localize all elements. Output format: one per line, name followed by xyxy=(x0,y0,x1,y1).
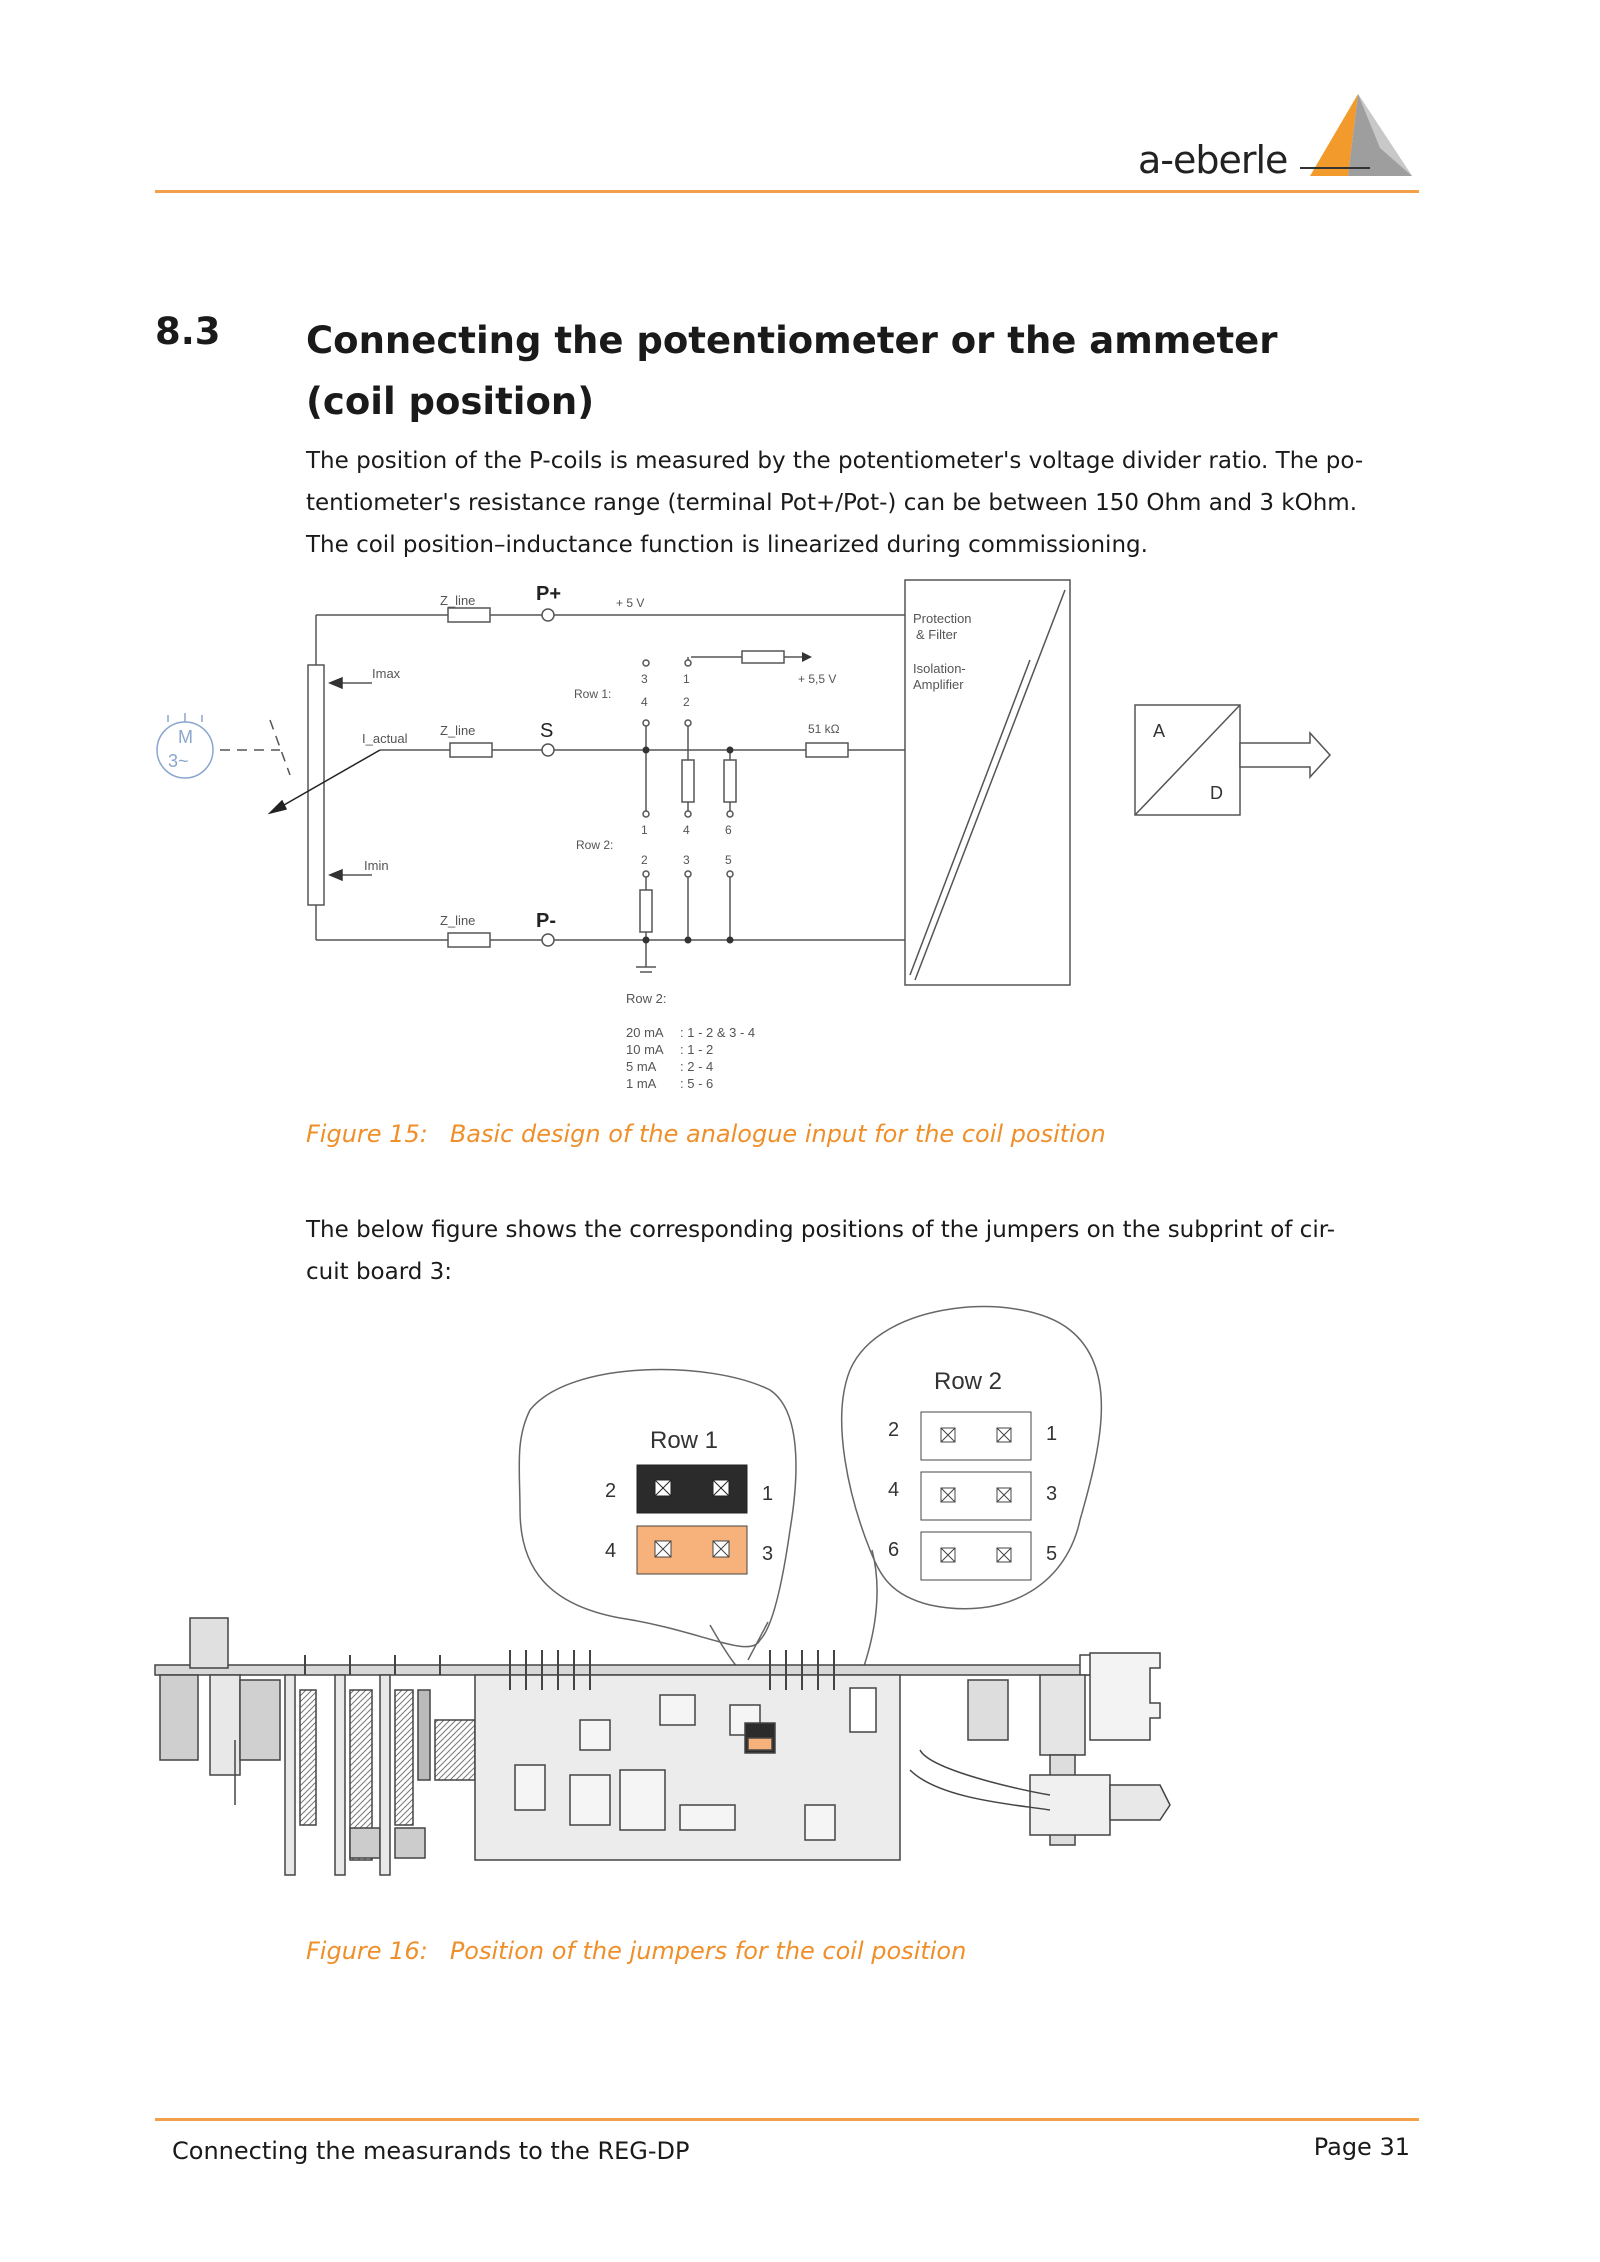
legend-current: 5 mA xyxy=(626,1059,657,1074)
pin-label: 1 xyxy=(641,823,648,837)
z-line-bot-label: Z_line xyxy=(440,913,476,928)
p-minus-terminal: P- xyxy=(536,910,556,932)
row2-pin-label: 5 xyxy=(1046,1543,1058,1565)
pin-label: 3 xyxy=(683,853,690,867)
row2-label: Row 2: xyxy=(576,838,614,852)
intro-paragraph xyxy=(306,440,1419,566)
legend-pins: : 2 - 4 xyxy=(680,1059,714,1074)
paragraph-line: The below figure shows the corresponding positions of the jumpers on the subprint of cir- xyxy=(306,1217,1336,1243)
row1-pin-label: 3 xyxy=(762,1543,774,1565)
legend-pins: : 1 - 2 & 3 - 4 xyxy=(680,1025,756,1040)
figure-15-caption xyxy=(306,1120,1106,1148)
legend-title: Row 2: xyxy=(626,991,667,1006)
pin-label: 4 xyxy=(683,823,690,837)
row1-label: Row 1: xyxy=(574,687,612,701)
p-plus-terminal: P+ xyxy=(536,583,562,605)
pin-label: 4 xyxy=(641,695,648,709)
z-line-top-label: Z_line xyxy=(440,593,476,608)
company-logo-icon xyxy=(1300,88,1420,183)
paragraph-line: The position of the P-coils is measured by the potentiometer's voltage divider ratio. The po- xyxy=(306,448,1364,474)
s-terminal: S xyxy=(540,720,554,742)
row2-pin-label: 4 xyxy=(888,1479,900,1501)
figure-15-caption-label: Figure 15: xyxy=(306,1120,428,1148)
footer-chapter-title: Connecting the measurands to the REG-DP xyxy=(172,2137,690,2165)
filter-label: & Filter xyxy=(916,627,958,642)
adc-d-label: D xyxy=(1210,783,1223,803)
z-line-mid-label: Z_line xyxy=(440,723,476,738)
row1-jumper-dark xyxy=(637,1465,747,1513)
motor-m-label: M xyxy=(178,727,193,747)
pin-label: 1 xyxy=(683,672,690,686)
legend-current: 10 mA xyxy=(626,1042,664,1057)
figure-16-caption-label: Figure 16: xyxy=(306,1937,428,1965)
row2-title: Row 2 xyxy=(934,1368,1003,1395)
protection-label: Protection xyxy=(913,611,972,626)
row2-jumper-3-4 xyxy=(921,1472,1031,1520)
row1-pin-label: 1 xyxy=(762,1483,774,1505)
row2-pin-label: 2 xyxy=(888,1419,900,1441)
resistor-51k-label: 51 kΩ xyxy=(808,722,840,736)
imax-label: Imax xyxy=(372,666,401,681)
figure-16-jumper-board xyxy=(150,1300,1370,1885)
pin-label: 3 xyxy=(641,672,648,686)
pin-label: 6 xyxy=(725,823,732,837)
section-title-line2: (coil position) xyxy=(306,380,595,423)
page-number: Page 31 xyxy=(1313,2133,1410,2161)
row2-pin-label: 6 xyxy=(888,1539,900,1561)
isolation-label: Isolation- xyxy=(913,661,966,676)
paragraph-line: tentiometer's resistance range (terminal Pot+/Pot-) can be between 150 Ohm and 3 kOhm. xyxy=(306,490,1358,516)
circuit-board xyxy=(155,1618,1170,1875)
section-title-line1: Connecting the potentiometer or the ammeter xyxy=(306,319,1278,362)
row1-pin-label: 4 xyxy=(605,1540,617,1562)
row2-pin-label: 3 xyxy=(1046,1483,1058,1505)
figure-16-caption xyxy=(306,1937,966,1965)
adc-a-label: A xyxy=(1153,721,1166,741)
plus-5v-label: + 5 V xyxy=(616,596,645,610)
figure-15-circuit-diagram xyxy=(150,575,1350,1110)
section-number: 8.3 xyxy=(155,310,221,353)
header-rule xyxy=(155,190,1419,193)
legend-current: 1 mA xyxy=(626,1076,657,1091)
row2-jumper-1-2 xyxy=(921,1412,1031,1460)
row1-title: Row 1 xyxy=(650,1427,719,1454)
pin-label: 5 xyxy=(725,853,732,867)
paragraph-line: cuit board 3: xyxy=(306,1259,453,1285)
section-title xyxy=(306,310,1306,432)
legend-current: 20 mA xyxy=(626,1025,664,1040)
legend-pins: : 1 - 2 xyxy=(680,1042,714,1057)
company-logo-text: a-eberle xyxy=(1138,138,1288,182)
imin-label: Imin xyxy=(364,858,389,873)
figure-16-caption-text: Position of the jumpers for the coil position xyxy=(449,1937,967,1965)
legend-pins: : 5 - 6 xyxy=(680,1076,714,1091)
pin-label: 2 xyxy=(683,695,690,709)
row1-jumper-orange xyxy=(637,1526,747,1574)
jumper-paragraph xyxy=(306,1209,1419,1293)
figure-15-caption-text: Basic design of the analogue input for the coil position xyxy=(449,1120,1106,1148)
footer-rule xyxy=(155,2118,1419,2121)
paragraph-line: The coil position–inductance function is linearized during commissioning. xyxy=(306,532,1148,558)
row2-jumper-5-6 xyxy=(921,1532,1031,1580)
row1-pin-label: 2 xyxy=(605,1480,617,1502)
pin-label: 2 xyxy=(641,853,648,867)
motor-3-label: 3~ xyxy=(168,751,189,771)
i-actual-label: I_actual xyxy=(362,731,408,746)
plus-55v-label: + 5,5 V xyxy=(798,672,837,686)
amplifier-label: Amplifier xyxy=(913,677,964,692)
row2-legend xyxy=(626,991,755,1091)
row2-pin-label: 1 xyxy=(1046,1423,1058,1445)
